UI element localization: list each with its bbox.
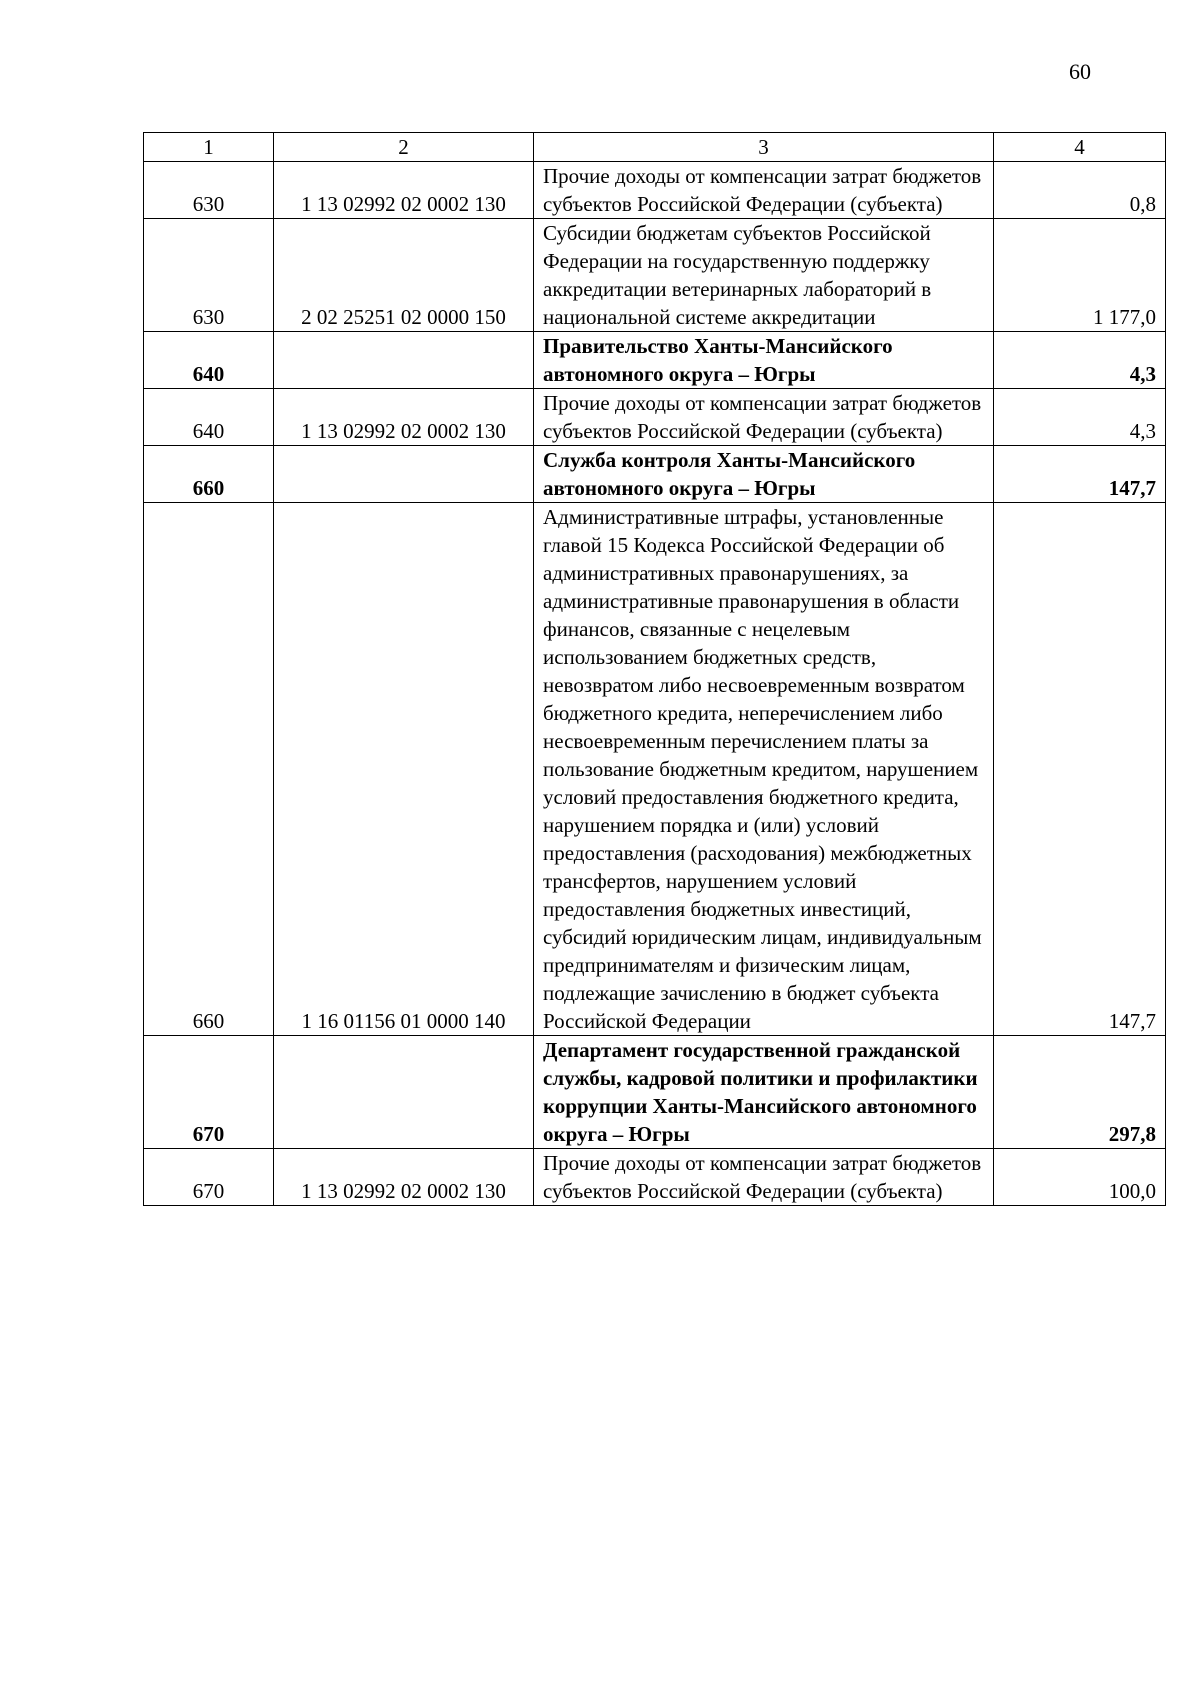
admin-code-cell: 640 xyxy=(144,332,274,389)
administrator-name-cell: Департамент государственной гражданской службы, кадровой политики и профилактики коррупции Ханты-Мансийского автономного округа – Югры xyxy=(534,1036,994,1149)
page-number: 60 xyxy=(1069,59,1091,84)
header-col-3: 3 xyxy=(534,133,994,162)
administrator-name-cell: Служба контроля Ханты-Мансийского автономного округа – Югры xyxy=(534,446,994,503)
amount-cell: 147,7 xyxy=(994,446,1166,503)
budget-code-cell: 1 13 02992 02 0002 130 xyxy=(274,389,534,446)
admin-code-cell: 670 xyxy=(144,1149,274,1206)
budget-code-cell xyxy=(274,446,534,503)
amount-cell: 100,0 xyxy=(994,1149,1166,1206)
admin-code-cell: 630 xyxy=(144,219,274,332)
budget-code-cell: 1 13 02992 02 0002 130 xyxy=(274,1149,534,1206)
amount-cell: 4,3 xyxy=(994,389,1166,446)
table-row-subtotal xyxy=(144,1036,1166,1149)
admin-code-cell: 630 xyxy=(144,162,274,219)
amount-cell: 1 177,0 xyxy=(994,219,1166,332)
table-row xyxy=(144,1149,1166,1206)
table-row-subtotal xyxy=(144,446,1166,503)
revenue-name-cell: Прочие доходы от компенсации затрат бюджетов субъектов Российской Федерации (субъекта) xyxy=(534,1149,994,1206)
table-row xyxy=(144,503,1166,1036)
budget-code-cell xyxy=(274,332,534,389)
revenue-table xyxy=(143,132,1166,1206)
table-row-subtotal xyxy=(144,332,1166,389)
admin-code-cell: 660 xyxy=(144,503,274,1036)
header-col-1: 1 xyxy=(144,133,274,162)
budget-code-cell: 2 02 25251 02 0000 150 xyxy=(274,219,534,332)
table-header-row xyxy=(144,133,1166,162)
table-row xyxy=(144,389,1166,446)
revenue-name-cell: Прочие доходы от компенсации затрат бюджетов субъектов Российской Федерации (субъекта) xyxy=(534,162,994,219)
budget-code-cell: 1 13 02992 02 0002 130 xyxy=(274,162,534,219)
header-col-2: 2 xyxy=(274,133,534,162)
amount-cell: 0,8 xyxy=(994,162,1166,219)
header-col-4: 4 xyxy=(994,133,1166,162)
amount-cell: 297,8 xyxy=(994,1036,1166,1149)
amount-cell: 147,7 xyxy=(994,503,1166,1036)
revenue-name-cell: Субсидии бюджетам субъектов Российской Федерации на государственную поддержку аккредитации ветеринарных лабораторий в национальной системе аккредитации xyxy=(534,219,994,332)
admin-code-cell: 670 xyxy=(144,1036,274,1149)
table-row xyxy=(144,162,1166,219)
budget-code-cell: 1 16 01156 01 0000 140 xyxy=(274,503,534,1036)
table-row xyxy=(144,219,1166,332)
admin-code-cell: 640 xyxy=(144,389,274,446)
revenue-name-cell: Прочие доходы от компенсации затрат бюджетов субъектов Российской Федерации (субъекта) xyxy=(534,389,994,446)
administrator-name-cell: Правительство Ханты-Мансийского автономного округа – Югры xyxy=(534,332,994,389)
amount-cell: 4,3 xyxy=(994,332,1166,389)
admin-code-cell: 660 xyxy=(144,446,274,503)
revenue-name-cell: Административные штрафы, установленные главой 15 Кодекса Российской Федерации об административных правонарушениях, за административные правонарушения в области финансов, связанные с нецелевым использованием бюджетных средств, невозвратом либо несвоевременным возвратом бюджетного кредита, неперечислением либо несвоевременным перечислением платы за пользование бюджетным кредитом, нарушением условий предоставления бюджетного кредита, нарушением порядка и (или) условий предоставления (расходования) межбюджетных трансфертов, нарушением условий предоставления бюджетных инвестиций, субсидий юридическим лицам, индивидуальным предпринимателям и физическим лицам, подлежащие зачислению в бюджет субъекта Российской Федерации xyxy=(534,503,994,1036)
budget-code-cell xyxy=(274,1036,534,1149)
